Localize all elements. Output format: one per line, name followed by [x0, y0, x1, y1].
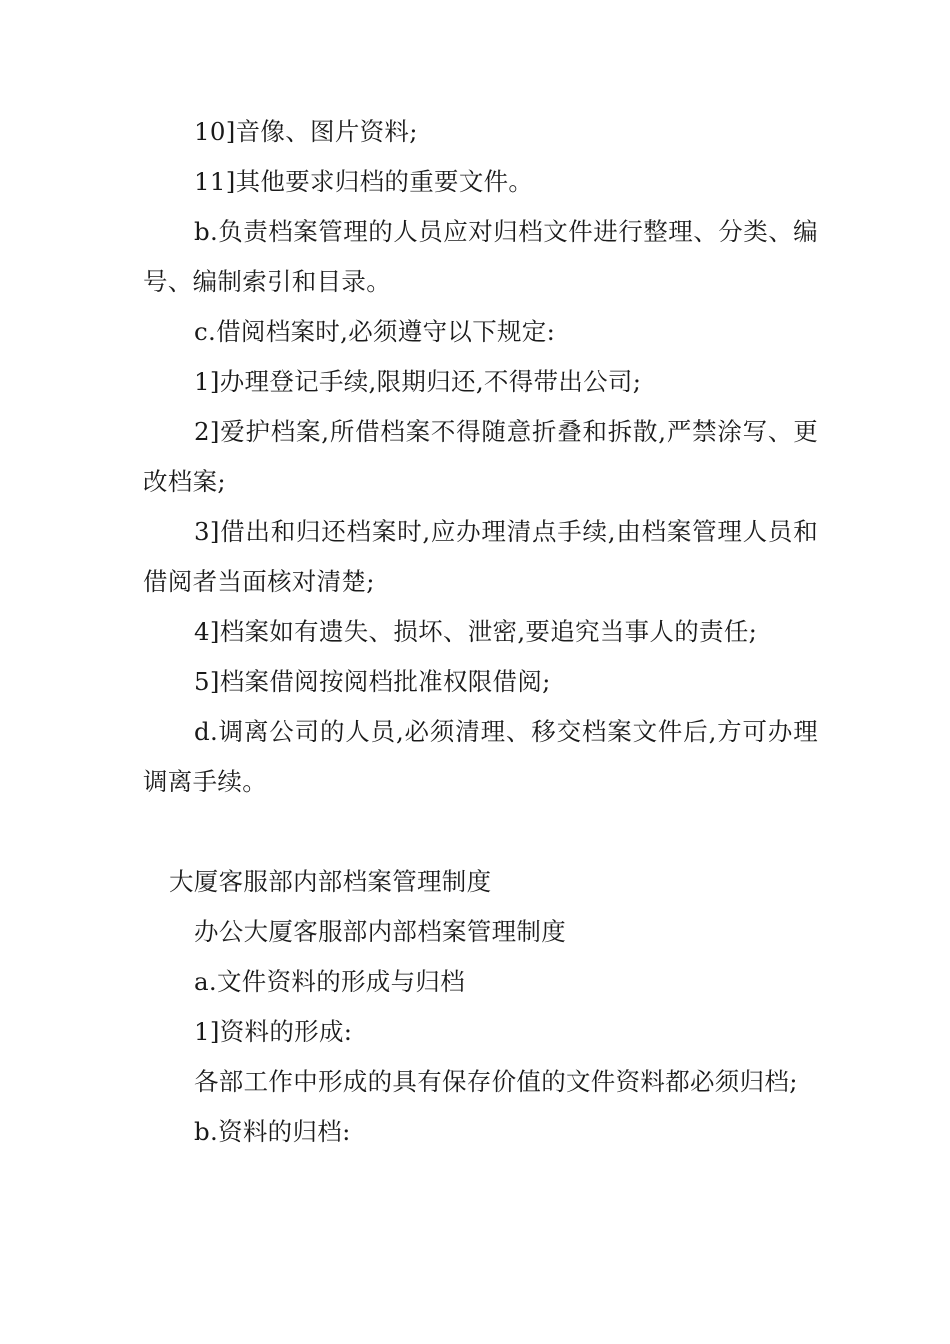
paragraph: 10]音像、图片资料;	[194, 117, 418, 146]
paragraph: b.资料的归档:	[194, 1117, 351, 1146]
paragraph: 2]爱护档案,所借档案不得随意折叠和拆散,严禁涂写、更改档案;	[143, 417, 818, 496]
document-body	[143, 107, 818, 1157]
paragraph: c.借阅档案时,必须遵守以下规定:	[194, 317, 556, 346]
section-heading: 大厦客服部内部档案管理制度	[169, 867, 492, 896]
paragraph: 各部工作中形成的具有保存价值的文件资料都必须归档;	[194, 1067, 798, 1096]
paragraph: 办公大厦客服部内部档案管理制度	[194, 917, 566, 946]
paragraph: 3]借出和归还档案时,应办理清点手续,由档案管理人员和借阅者当面核对清楚;	[143, 517, 818, 596]
paragraph: d.调离公司的人员,必须清理、移交档案文件后,方可办理调离手续。	[143, 717, 818, 796]
paragraph: b.负责档案管理的人员应对归档文件进行整理、分类、编号、编制索引和目录。	[143, 217, 818, 296]
paragraph: 1]办理登记手续,限期归还,不得带出公司;	[194, 367, 642, 396]
paragraph: 5]档案借阅按阅档批准权限借阅;	[194, 667, 551, 696]
paragraph: 11]其他要求归档的重要文件。	[194, 167, 534, 196]
paragraph: a.文件资料的形成与归档	[194, 967, 465, 996]
paragraph: 4]档案如有遗失、损坏、泄密,要追究当事人的责任;	[194, 617, 758, 646]
paragraph: 1]资料的形成:	[194, 1017, 353, 1046]
